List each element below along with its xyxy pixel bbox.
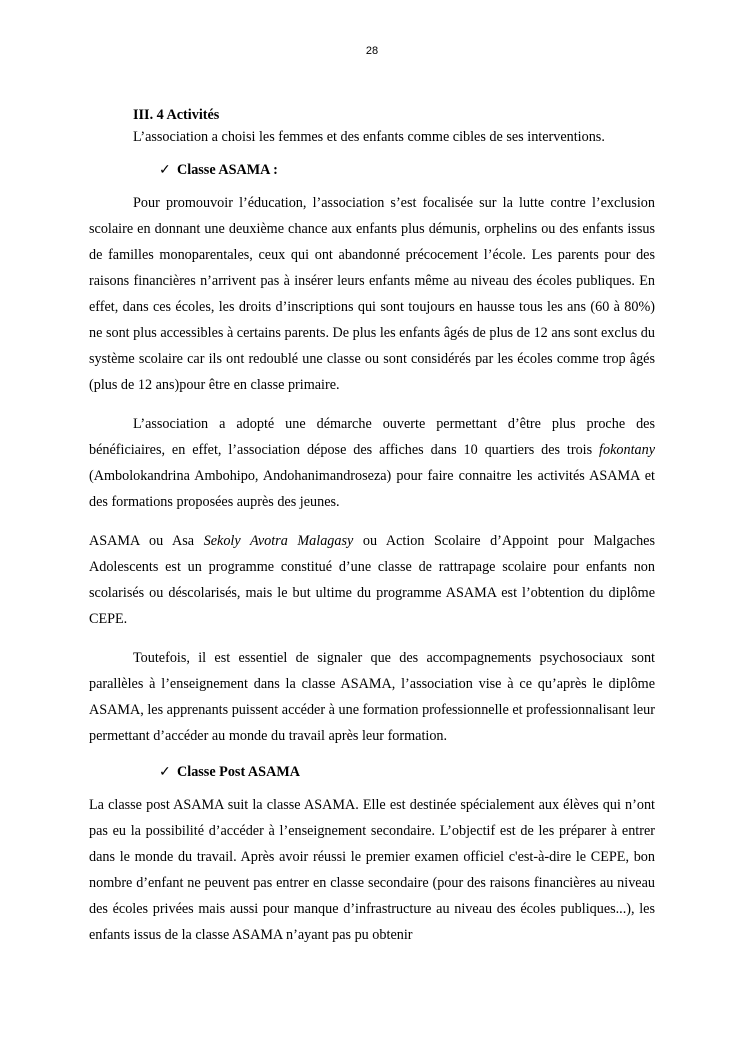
paragraph-3 [89, 528, 655, 632]
paragraph-text: L’association a adopté une démarche ouverte permettant d’être plus proche des bénéficiaires, en effet, l’association dépose des affiches dans 10 quartiers des trois [89, 416, 655, 458]
subsection-title: Classe Post ASAMA [177, 764, 300, 780]
paragraph-1: Pour promouvoir l’éducation, l’association s’est focalisée sur la lutte contre l’exclusion scolaire en donnant une deuxième chance aux enfants plus démunis, orphelins ou des enfants issus de familles monoparentales, ceux qui ont abandonné précocement l’école. Les parents pour des raisons financières n’arrivent pas à insérer leurs enfants même au niveau des écoles publiques. En effet, dans ces écoles, les droits d’inscriptions qui sont toujours en hausse tous les ans (60 à 80%) ne sont plus accessibles à certains parents. De plus les enfants âgés de plus de 12 ans sont exclus du système scolaire car ils ont redoublé une classe ou sont considérés par les écoles comme trop âgés (plus de 12 ans)pour être en classe primaire. [89, 195, 655, 393]
subsection-title: Classe ASAMA : [177, 162, 278, 178]
subsection-heading-classe-asama [159, 160, 655, 180]
section-heading: III. 4 Activités [133, 107, 220, 123]
section-intro: L’association a choisi les femmes et des enfants comme cibles de ses interventions. [133, 129, 605, 145]
paragraph-2 [89, 411, 655, 515]
paragraph-text: ou Action Scolaire d’Appoint pour Malgaches Adolescents est un programme constitué d’une classe de rattrapage scolaire pour enfants non scolarisés ou déscolarisés, mais le but ultime du programme ASAMA est l’obtention du diplôme CEPE. [89, 533, 655, 627]
page-number: 28 [365, 45, 379, 57]
check-icon: ✓ [159, 162, 171, 178]
paragraph-italic-text: fokontany [599, 442, 655, 458]
check-icon: ✓ [159, 764, 171, 780]
paragraph-5: La classe post ASAMA suit la classe ASAMA. Elle est destinée spécialement aux élèves qui n’ont pas eu la possibilité d’accéder à l’enseignement secondaire. L’objectif est de les préparer à entrer dans le monde du travail. Après avoir réussi le premier examen officiel c'est-à-dire le CEPE, bon nombre d’enfant ne peuvent pas entrer en classe secondaire (pour des raisons financières au niveau des écoles privées mais aussi pour manque d’infrastructure au niveau des écoles publiques...), les enfants issus de la classe ASAMA n’ayant pas pu obtenir [89, 797, 655, 943]
paragraph-text: ASAMA ou Asa [89, 533, 204, 549]
subsection-heading-classe-post-asama [159, 762, 655, 782]
paragraph-text: (Ambolokandrina Ambohipo, Andohanimandroseza) pour faire connaitre les activités ASAMA et des formations proposées auprès des jeunes. [89, 468, 655, 510]
paragraph-italic-text: Sekoly Avotra Malagasy [203, 533, 354, 549]
document-body [89, 105, 655, 948]
paragraph-4: Toutefois, il est essentiel de signaler que des accompagnements psychosociaux sont parallèles à l’enseignement dans la classe ASAMA, l’association vise à ce qu’après le diplôme ASAMA, les apprenants puissent accéder à une formation professionnelle et professionnalisant leur permettant d’accéder au monde du travail après leur formation. [89, 650, 655, 744]
